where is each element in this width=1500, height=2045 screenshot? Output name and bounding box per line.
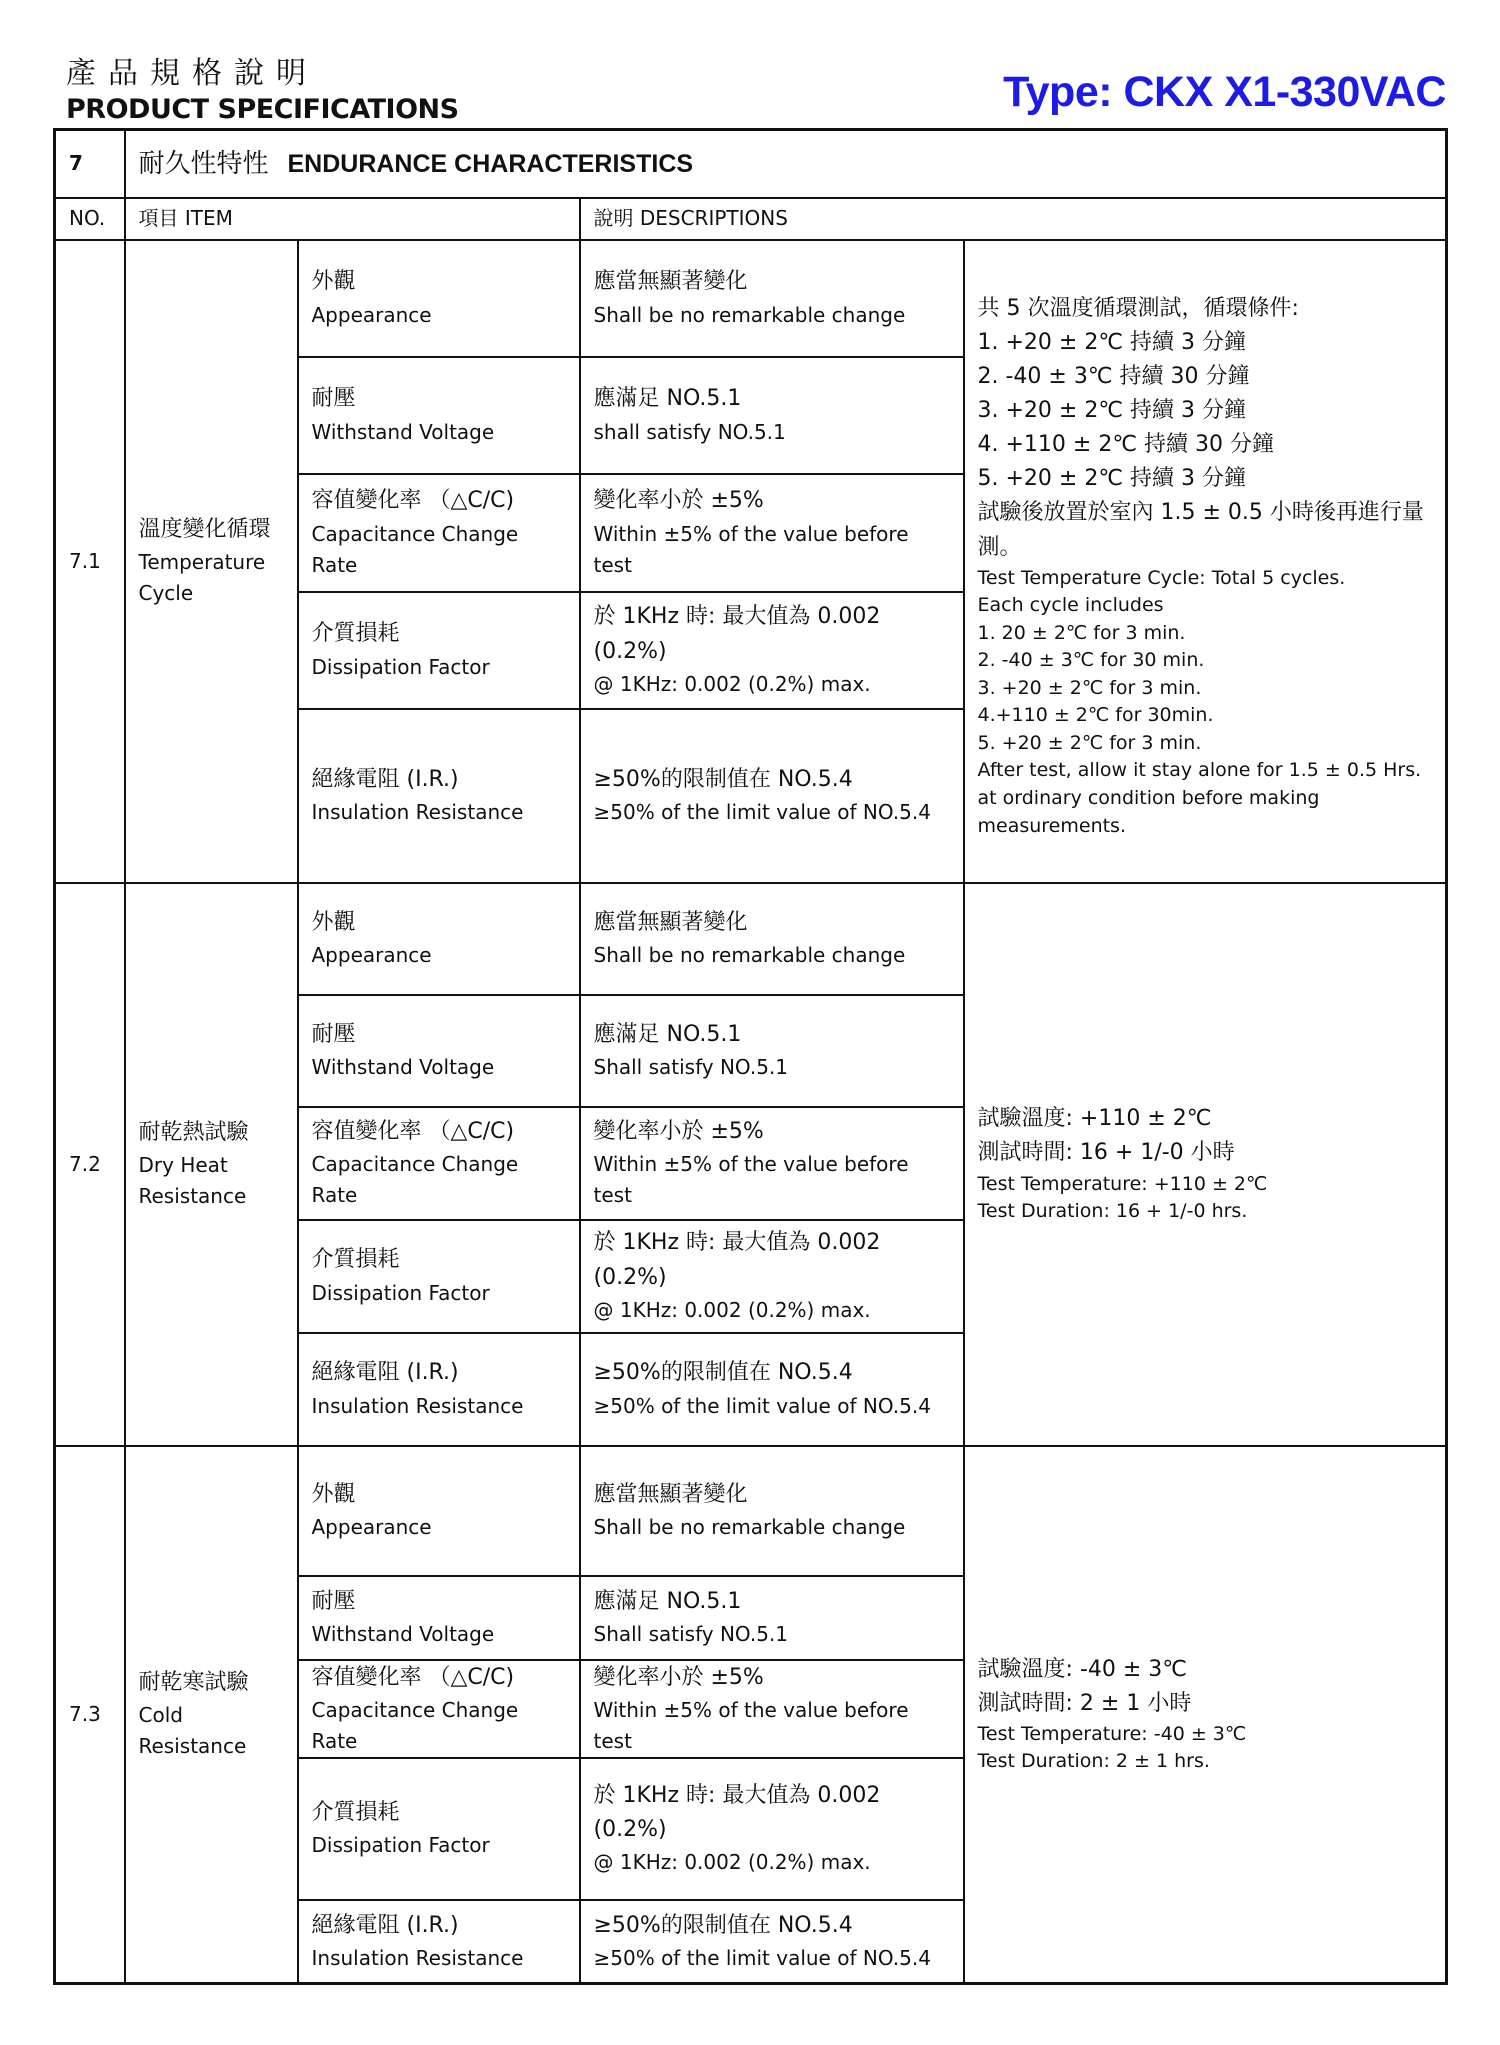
- title-chinese: 產品規格說明: [66, 56, 318, 91]
- item-name-zh: 外觀: [311, 909, 356, 935]
- condition-line: 2. -40 ± 3℃ 持續 30 分鐘: [977, 364, 1250, 390]
- condition-line: 試驗後放置於室內 1.5 ± 0.5 小時後再進行量測。: [977, 500, 1424, 560]
- item-desc-zh: 應當無顯著變化: [593, 269, 748, 295]
- item-name: [298, 592, 580, 709]
- item-name: [298, 883, 580, 995]
- item-name-zh: 容值變化率 （△C/C): [311, 488, 515, 514]
- item-description: [580, 995, 964, 1107]
- item-name-en: Insulation Resistance: [311, 1945, 524, 1970]
- item-desc-zh: 應滿足 NO.5.1: [593, 1021, 742, 1047]
- item-desc-en: ≥50% of the limit value of NO.5.4: [593, 1393, 931, 1418]
- item-desc-en: ≥50% of the limit value of NO.5.4: [593, 1945, 931, 1970]
- item-name-en: Dissipation Factor: [311, 1833, 490, 1858]
- test-name-en-line1: Temperature: [138, 550, 266, 575]
- item-name-en: Capacitance Change Rate: [311, 521, 519, 577]
- item-desc-en: @ 1KHz: 0.002 (0.2%) max.: [593, 1297, 871, 1322]
- item-name-zh: 絕緣電阻 (I.R.): [311, 1912, 459, 1938]
- condition-line: 5. +20 ± 2℃ 持續 3 分鐘: [977, 466, 1247, 492]
- item-desc-en: Shall satisfy NO.5.1: [593, 1055, 789, 1080]
- condition-line: Each cycle includes: [977, 594, 1164, 617]
- section-header-row: [55, 130, 1447, 198]
- item-desc-en: ≥50% of the limit value of NO.5.4: [593, 800, 931, 825]
- item-description: [580, 1333, 964, 1446]
- page-header: [66, 40, 1446, 128]
- section-title: [125, 130, 1447, 198]
- item-name-en: Dissipation Factor: [311, 654, 490, 679]
- test-number: 7.1: [55, 240, 125, 883]
- item-name: [298, 357, 580, 474]
- item-name: [298, 1758, 580, 1900]
- column-header-no: NO.: [55, 198, 125, 240]
- section-number: 7: [55, 130, 125, 198]
- item-name: [298, 1660, 580, 1758]
- item-name: [298, 1446, 580, 1576]
- item-desc-zh: 應當無顯著變化: [593, 909, 748, 935]
- item-desc-en: Shall be no remarkable change: [593, 302, 906, 327]
- item-desc-en: Shall be no remarkable change: [593, 1515, 906, 1540]
- test-name-en-line2: Resistance: [138, 1734, 247, 1759]
- condition-line: 共 5 次溫度循環測試，循環條件:: [977, 295, 1299, 321]
- item-name-en: Appearance: [311, 1515, 432, 1540]
- item-name-zh: 絕緣電阻 (I.R.): [311, 766, 459, 792]
- item-name: [298, 240, 580, 357]
- item-desc-en: @ 1KHz: 0.002 (0.2%) max.: [593, 1850, 871, 1875]
- item-desc-zh: ≥50%的限制值在 NO.5.4: [593, 1912, 853, 1938]
- test-name-zh: 耐乾寒試驗: [138, 1670, 249, 1696]
- item-name-en: Appearance: [311, 302, 432, 327]
- item-name-zh: 耐壓: [311, 386, 356, 412]
- condition-line: 測試時間: 2 ± 1 小時: [977, 1690, 1192, 1716]
- condition-line: 1. 20 ± 2℃ for 3 min.: [977, 621, 1186, 644]
- item-name: [298, 1900, 580, 1984]
- item-name-en: Insulation Resistance: [311, 1393, 524, 1418]
- test-name: [125, 883, 298, 1446]
- item-name-zh: 耐壓: [311, 1021, 356, 1047]
- condition-line: 1. +20 ± 2℃ 持續 3 分鐘: [977, 329, 1247, 355]
- table-row: [55, 240, 1447, 357]
- test-name: [125, 240, 298, 883]
- condition-line: Test Duration: 2 ± 1 hrs.: [977, 1750, 1210, 1773]
- item-name-en: Dissipation Factor: [311, 1280, 490, 1305]
- test-number: 7.3: [55, 1446, 125, 1984]
- item-description: [580, 1446, 964, 1576]
- item-desc-en: Within ±5% of the value before test: [593, 521, 909, 577]
- item-name: [298, 1220, 580, 1333]
- condition-line: After test, allow it stay alone for 1.5 ± 0.5 Hrs. at ordinary condition before making measurements.: [977, 759, 1422, 837]
- item-desc-en: Shall satisfy NO.5.1: [593, 1622, 789, 1647]
- item-description: [580, 592, 964, 709]
- product-type-label: Type: CKX X1-330VAC: [1003, 68, 1446, 116]
- item-desc-en: Shall be no remarkable change: [593, 943, 906, 968]
- table-row: [55, 883, 1447, 995]
- item-name-en: Insulation Resistance: [311, 800, 524, 825]
- condition-line: 測試時間: 16 + 1/-0 小時: [977, 1140, 1235, 1166]
- item-desc-en: shall satisfy NO.5.1: [593, 419, 786, 444]
- item-description: [580, 1107, 964, 1220]
- condition-line: 2. -40 ± 3℃ for 30 min.: [977, 649, 1205, 672]
- item-name-zh: 外觀: [311, 269, 356, 295]
- item-name: [298, 995, 580, 1107]
- test-name-en-line1: Dry Heat: [138, 1153, 228, 1178]
- test-name-en-line2: Resistance: [138, 1184, 247, 1209]
- section-title-en: ENDURANCE CHARACTERISTICS: [287, 149, 694, 178]
- test-name-en-line2: Cycle: [138, 581, 194, 606]
- item-description: [580, 240, 964, 357]
- item-desc-en: @ 1KHz: 0.002 (0.2%) max.: [593, 671, 871, 696]
- column-header-item: 項目 ITEM: [125, 198, 580, 240]
- item-name: [298, 1107, 580, 1220]
- endurance-spec-table: [53, 128, 1448, 1985]
- item-desc-zh: 應滿足 NO.5.1: [593, 1588, 742, 1614]
- item-desc-zh: 應滿足 NO.5.1: [593, 386, 742, 412]
- item-name-zh: 耐壓: [311, 1588, 356, 1614]
- column-header-row: [55, 198, 1447, 240]
- item-description: [580, 709, 964, 883]
- title-english: PRODUCT SPECIFICATIONS: [66, 94, 459, 125]
- item-desc-zh: 應當無顯著變化: [593, 1481, 748, 1507]
- item-name-zh: 介質損耗: [311, 1800, 400, 1826]
- item-desc-zh: 變化率小於 ±5%: [593, 1118, 764, 1144]
- condition-line: Test Temperature: -40 ± 3℃: [977, 1722, 1247, 1745]
- item-name-en: Capacitance Change Rate: [311, 1697, 519, 1753]
- item-name: [298, 1576, 580, 1660]
- item-description: [580, 474, 964, 592]
- item-name-en: Withstand Voltage: [311, 419, 495, 444]
- item-name-en: Withstand Voltage: [311, 1055, 495, 1080]
- item-name-en: Appearance: [311, 943, 432, 968]
- column-header-desc: 說明 DESCRIPTIONS: [580, 198, 1447, 240]
- item-desc-zh: 變化率小於 ±5%: [593, 488, 764, 514]
- item-description: [580, 357, 964, 474]
- item-name-zh: 介質損耗: [311, 621, 400, 647]
- item-desc-zh: 於 1KHz 時: 最大值為 0.002 (0.2%): [593, 604, 881, 664]
- item-desc-zh: ≥50%的限制值在 NO.5.4: [593, 1360, 853, 1386]
- item-description: [580, 1576, 964, 1660]
- test-name-zh: 耐乾熱試驗: [138, 1119, 249, 1145]
- item-name-en: Withstand Voltage: [311, 1622, 495, 1647]
- condition-line: 4.+110 ± 2℃ for 30min.: [977, 704, 1214, 727]
- condition-line: 試驗溫度: -40 ± 3℃: [977, 1656, 1187, 1682]
- table-row: [55, 1446, 1447, 1576]
- item-description: [580, 1660, 964, 1758]
- item-name: [298, 1333, 580, 1446]
- condition-line: 3. +20 ± 2℃ 持續 3 分鐘: [977, 398, 1247, 424]
- condition-line: 4. +110 ± 2℃ 持續 30 分鐘: [977, 432, 1275, 458]
- item-name-zh: 容值變化率 （△C/C): [311, 1664, 515, 1690]
- section-title-zh: 耐久性特性: [138, 148, 269, 179]
- test-conditions: [964, 883, 1447, 1446]
- item-name-zh: 容值變化率 （△C/C): [311, 1118, 515, 1144]
- item-desc-zh: ≥50%的限制值在 NO.5.4: [593, 766, 853, 792]
- item-description: [580, 883, 964, 995]
- item-name: [298, 474, 580, 592]
- item-desc-en: Within ±5% of the value before test: [593, 1152, 909, 1208]
- item-description: [580, 1220, 964, 1333]
- condition-line: 試驗溫度: +110 ± 2℃: [977, 1106, 1212, 1132]
- condition-line: 5. +20 ± 2℃ for 3 min.: [977, 731, 1202, 754]
- item-description: [580, 1758, 964, 1900]
- item-name-en: Capacitance Change Rate: [311, 1152, 519, 1208]
- test-conditions: [964, 1446, 1447, 1984]
- test-conditions: [964, 240, 1447, 883]
- item-description: [580, 1900, 964, 1984]
- item-desc-zh: 變化率小於 ±5%: [593, 1664, 764, 1690]
- condition-line: Test Temperature: +110 ± 2℃: [977, 1172, 1268, 1195]
- item-desc-zh: 於 1KHz 時: 最大值為 0.002 (0.2%): [593, 1230, 881, 1290]
- test-name: [125, 1446, 298, 1984]
- test-number: 7.2: [55, 883, 125, 1446]
- test-name-en-line1: Cold: [138, 1703, 183, 1728]
- item-name-zh: 介質損耗: [311, 1247, 400, 1273]
- item-name: [298, 709, 580, 883]
- condition-line: Test Duration: 16 + 1/-0 hrs.: [977, 1200, 1248, 1223]
- item-name-zh: 絕緣電阻 (I.R.): [311, 1360, 459, 1386]
- condition-line: Test Temperature Cycle: Total 5 cycles.: [977, 566, 1346, 589]
- item-desc-zh: 於 1KHz 時: 最大值為 0.002 (0.2%): [593, 1783, 881, 1843]
- condition-line: 3. +20 ± 2℃ for 3 min.: [977, 676, 1202, 699]
- item-desc-en: Within ±5% of the value before test: [593, 1697, 909, 1753]
- test-name-zh: 溫度變化循環: [138, 516, 271, 542]
- item-name-zh: 外觀: [311, 1481, 356, 1507]
